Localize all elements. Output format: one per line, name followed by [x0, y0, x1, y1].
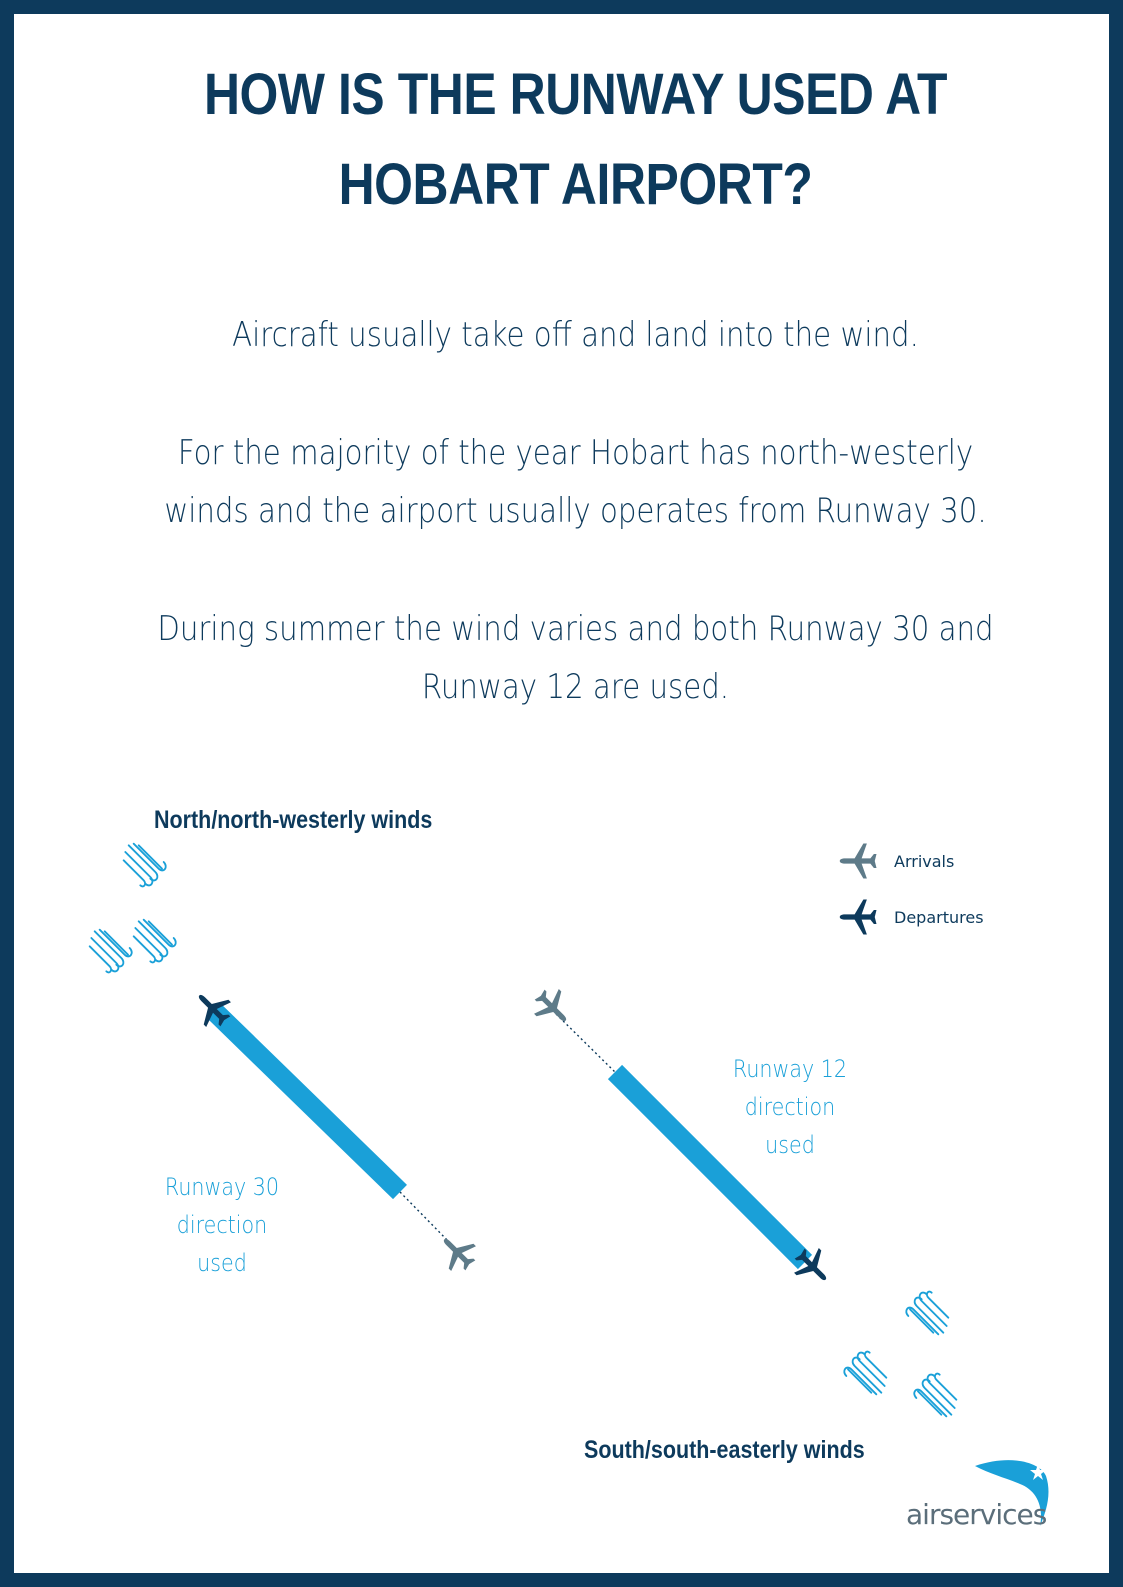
wind-icon: [134, 920, 176, 963]
wind-icon: [124, 844, 166, 887]
legend-departures: [838, 896, 984, 938]
intro-text-1: Aircraft usually take off and land into the wind.: [232, 315, 919, 355]
runway-30-label-line: direction: [176, 1211, 268, 1239]
legend-arrivals: [838, 840, 954, 882]
wind-icon: [906, 1292, 948, 1335]
intro-text-2: For the majority of the year Hobart has north-westerly winds and the airport usually operates from Runway 30.: [164, 433, 987, 531]
intro-text-3: During summer the wind varies and both Runway 30 and Runway 12 are used.: [157, 609, 994, 707]
departure-plane-icon: [838, 896, 880, 938]
southeast-winds-heading: South/south-easterly winds: [584, 1436, 865, 1464]
arrival-plane-icon: [432, 1227, 483, 1278]
runway-30-label-line: used: [197, 1249, 247, 1277]
runway-30-label: [149, 1168, 295, 1282]
runway-12-label-line: used: [765, 1131, 815, 1159]
southeast-wind-icons: [844, 1292, 956, 1417]
runway-30-approach-path: [400, 1192, 452, 1245]
northwest-wind-icons: [90, 844, 176, 973]
runway-12-label-line: direction: [744, 1093, 836, 1121]
arrival-plane-icon: [527, 982, 578, 1033]
page-title: HOW IS THE RUNWAY USED AT HOBART AIRPORT?: [203, 62, 948, 217]
runway-30-label-line: Runway 30: [164, 1173, 280, 1201]
northwest-winds-heading: North/north-westerly winds: [154, 806, 433, 834]
wind-icon: [844, 1352, 886, 1395]
legend-arrivals-label: Arrivals: [894, 851, 955, 871]
runway-12-approach-path: [556, 1014, 615, 1072]
runway-12-label: [717, 1050, 863, 1164]
wind-icon: [914, 1374, 956, 1417]
legend-departures-label: Departures: [894, 907, 984, 927]
airservices-logo: [902, 1470, 1062, 1540]
logo-text: airservices: [906, 1498, 1047, 1531]
wind-icon: [90, 930, 132, 973]
arrival-plane-icon: [838, 840, 880, 882]
runway-30-strip: [213, 1010, 400, 1192]
runway-12-label-line: Runway 12: [732, 1055, 848, 1083]
